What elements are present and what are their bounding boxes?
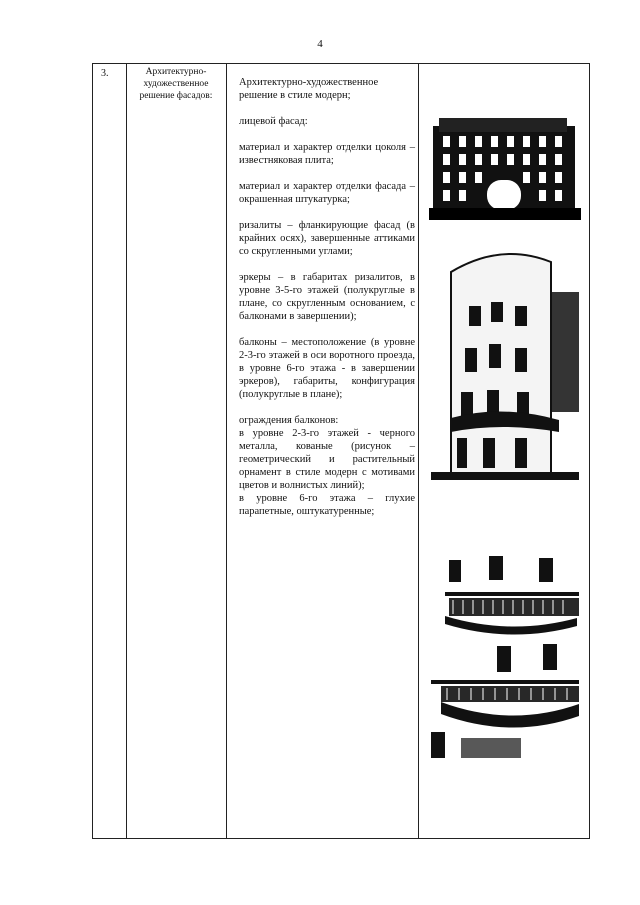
description-paragraph: ризалиты – фланкирующие фасад (в крайних осях), завершенные аттиками со скругленными углами; bbox=[239, 220, 415, 257]
description-paragraph: лицевой фасад: bbox=[239, 116, 308, 127]
description-paragraph: эркеры – в габаритах ризалитов, в уровне 3-5-го этажей (полукруглые в плане, со скругленным основанием, с балконами в завершении); bbox=[239, 272, 415, 322]
column-divider bbox=[126, 64, 127, 838]
page-number: 4 bbox=[317, 38, 323, 50]
building-facade-photo bbox=[429, 96, 581, 220]
description-paragraph: Архитектурно-художественное решение в стиле модерн; bbox=[239, 77, 379, 101]
row-number: 3. bbox=[101, 68, 109, 79]
bay-window-photo bbox=[431, 232, 579, 480]
description-paragraph: материал и характер отделки фасада – окрашенная штукатурка; bbox=[239, 181, 415, 205]
balconies-photo bbox=[431, 526, 579, 758]
row-description bbox=[239, 76, 415, 518]
description-paragraph: балконы – местоположение (в уровне 2-3-го этажей в оси воротного проезда, в уровне 6-го этажа - в завершении эркеров), габариты, конфигурация (полукруглые в плане); bbox=[239, 337, 415, 400]
fence-paragraph: в уровне 2-3-го этажей - черного металла, кованые (рисунок – геометрический и растительный орнамент в стиле модерн с мотивами цветов и волнистых линий); bbox=[239, 428, 415, 491]
fence-paragraph: в уровне 6-го этажа – глухие парапетные, оштукатуренные; bbox=[239, 493, 415, 517]
column-divider bbox=[226, 64, 227, 838]
column-divider bbox=[418, 64, 419, 838]
fence-heading: ограждения балконов: bbox=[239, 415, 339, 426]
description-paragraph: материал и характер отделки цоколя – известняковая плита; bbox=[239, 142, 415, 166]
facade-table bbox=[92, 63, 590, 839]
row-title: Архитектурно-художественное решение фасадов: bbox=[139, 67, 213, 101]
